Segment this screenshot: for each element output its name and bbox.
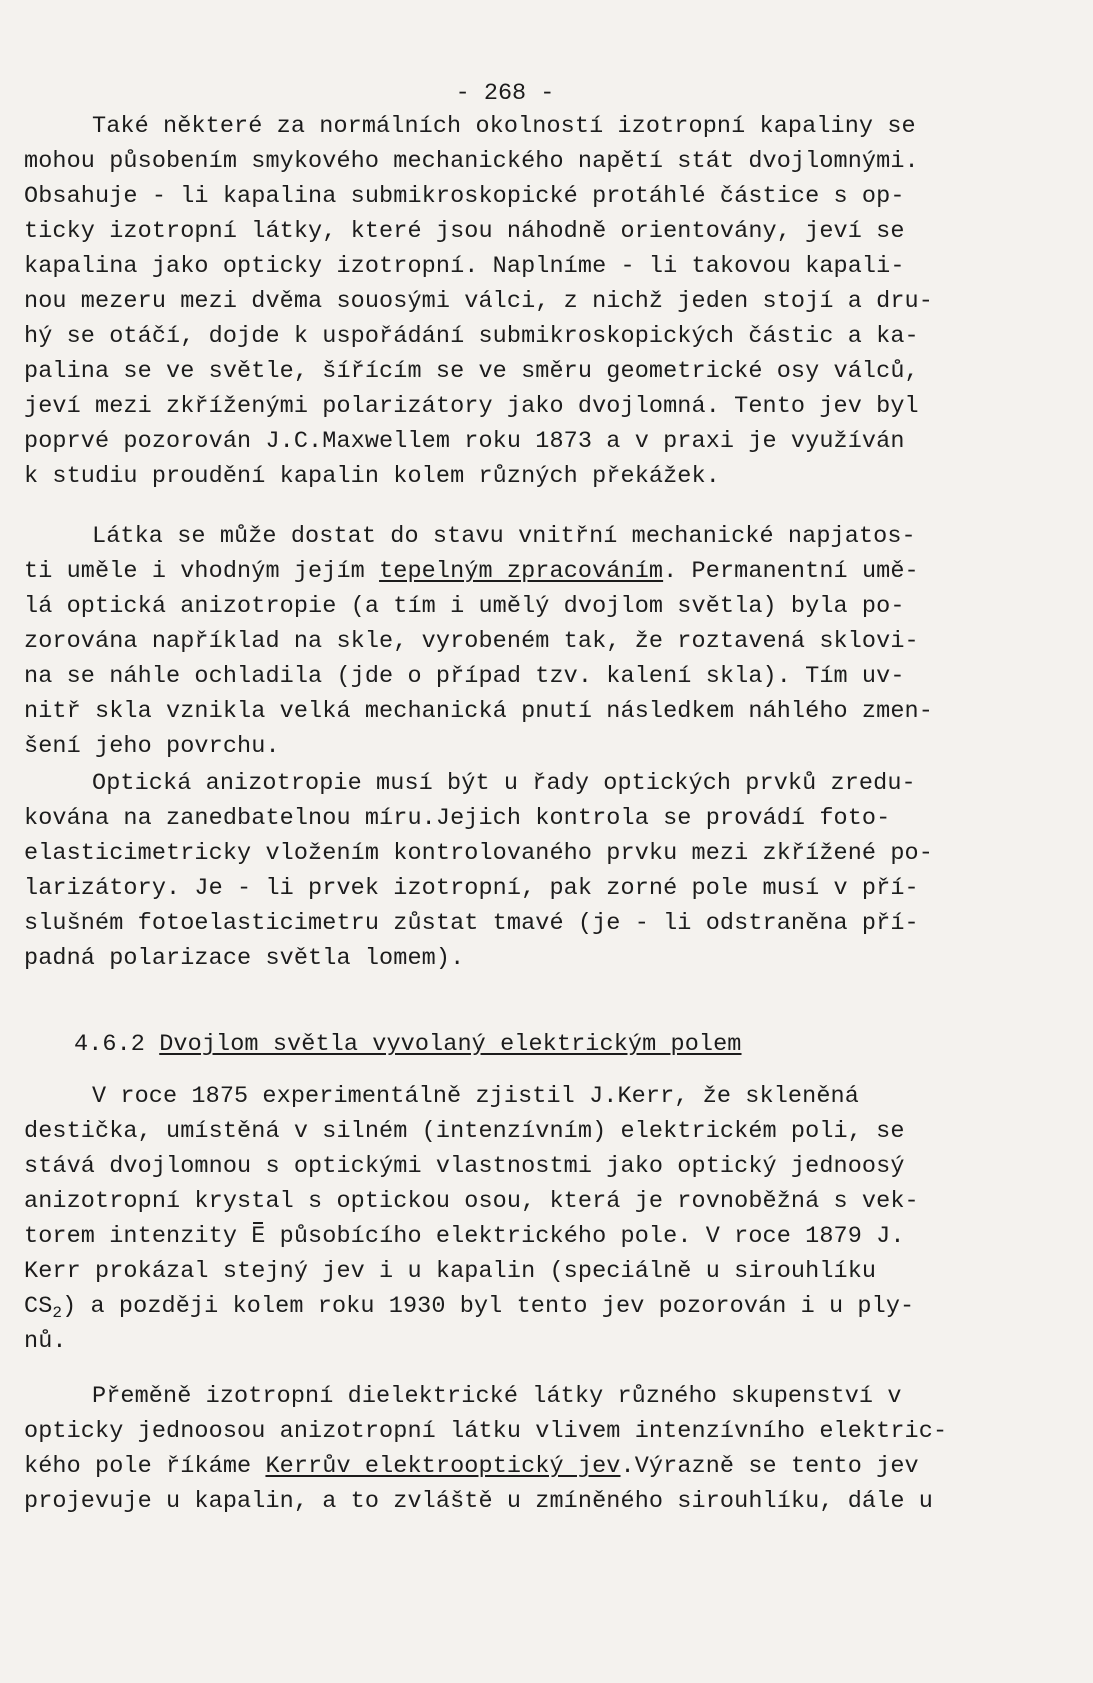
section-number: 4.6.2 xyxy=(74,1031,160,1058)
text-segment: ti uměle i vhodným jejím xyxy=(24,558,380,585)
paragraph-line: na se náhle ochladila (jde o případ tzv. kalení skla). Tím uv- xyxy=(24,663,905,690)
paragraph-line: Přeměně izotropní dielektrické látky různého skupenství v xyxy=(92,1383,902,1410)
paragraph-line: padná polarizace světla lomem). xyxy=(24,945,465,972)
paragraph-line: anizotropní krystal s optickou osou, která je rovnoběžná s vek- xyxy=(24,1188,919,1215)
paragraph-line: ticky izotropní látky, které jsou náhodně orientovány, jeví se xyxy=(24,218,905,245)
paragraph-line: k studiu proudění kapalin kolem různých překážek. xyxy=(24,463,720,490)
page-number: - 268 - xyxy=(455,80,555,107)
section-title: Dvojlom světla vyvolaný elektrickým polem xyxy=(159,1031,742,1058)
text-segment: torem intenzity xyxy=(24,1223,252,1250)
paragraph-line xyxy=(24,557,919,587)
paragraph-line: mohou působením smykového mechanického napětí stát dvojlomnými. xyxy=(24,148,919,175)
paragraph-line: kapalina jako opticky izotropní. Naplníme - li takovou kapali- xyxy=(24,253,905,280)
text-segment: . Permanentní umě- xyxy=(663,558,919,585)
chemical-formula: CS xyxy=(24,1293,53,1320)
vector-symbol: E xyxy=(251,1223,266,1250)
underlined-term: tepelným zpracováním xyxy=(379,558,664,585)
paragraph-line: V roce 1875 experimentálně zjistil J.Kerr, že skleněná xyxy=(92,1083,859,1110)
paragraph-line: projevuje u kapalin, a to zvláště u zmíněného sirouhlíku, dále u xyxy=(24,1488,933,1515)
paragraph-line xyxy=(24,1292,914,1328)
paragraph-line: kována na zanedbatelnou míru.Jejich kontrola se provádí foto- xyxy=(24,805,891,832)
text-segment: ) a později kolem roku 1930 byl tento jev pozorován i u ply- xyxy=(62,1293,915,1320)
paragraph-line xyxy=(24,1452,919,1482)
paragraph-line: nitř skla vznikla velká mechanická pnutí následkem náhlého zmen- xyxy=(24,698,933,725)
paragraph-line: opticky jednoosou anizotropní látku vlivem intenzívního elektric- xyxy=(24,1418,948,1445)
paragraph-line: nů. xyxy=(24,1328,67,1355)
paragraph-line: lá optická anizotropie (a tím i umělý dvojlom světla) byla po- xyxy=(24,593,905,620)
paragraph-line: Látka se může dostat do stavu vnitřní mechanické napjatos- xyxy=(92,523,916,550)
paragraph-line: hý se otáčí, dojde k uspořádání submikroskopických částic a ka- xyxy=(24,323,919,350)
paragraph-line: šení jeho povrchu. xyxy=(24,733,280,760)
paragraph-line: Optická anizotropie musí být u řady optických prvků zredu- xyxy=(92,770,916,797)
text-segment: .Výrazně se tento jev xyxy=(620,1453,919,1480)
section-heading xyxy=(74,1030,742,1060)
paragraph-line: zorována například na skle, vyrobeném tak, že roztavená sklovi- xyxy=(24,628,919,655)
paragraph-line xyxy=(24,1222,905,1252)
paragraph-line: jeví mezi zkříženými polarizátory jako dvojlomná. Tento jev byl xyxy=(24,393,919,420)
paragraph-line: palina se ve světle, šířícím se ve směru geometrické osy válců, xyxy=(24,358,919,385)
paragraph-line: poprvé pozorován J.C.Maxwellem roku 1873 a v praxi je využíván xyxy=(24,428,905,455)
text-segment: působícího elektrického pole. V roce 1879 J. xyxy=(265,1223,905,1250)
paragraph-line: larizátory. Je - li prvek izotropní, pak zorné pole musí v pří- xyxy=(24,875,919,902)
formula-subscript: 2 xyxy=(52,1304,63,1322)
paragraph-line: stává dvojlomnou s optickými vlastnostmi jako optický jednoosý xyxy=(24,1153,905,1180)
underlined-term: Kerrův elektrooptický jev xyxy=(265,1453,621,1480)
paragraph-line: nou mezeru mezi dvěma souosými válci, z nichž jeden stojí a dru- xyxy=(24,288,933,315)
paragraph-line: Kerr prokázal stejný jev i u kapalin (speciálně u sirouhlíku xyxy=(24,1258,877,1285)
paragraph-line: Také některé za normálních okolností izotropní kapaliny se xyxy=(92,113,916,140)
text-segment: kého pole říkáme xyxy=(24,1453,266,1480)
paragraph-line: slušném fotoelasticimetru zůstat tmavé (je - li odstraněna pří- xyxy=(24,910,919,937)
paragraph-line: Obsahuje - li kapalina submikroskopické protáhlé částice s op- xyxy=(24,183,905,210)
paragraph-line: elasticimetricky vložením kontrolovaného prvku mezi zkřížené po- xyxy=(24,840,933,867)
paragraph-line: destička, umístěná v silném (intenzívním) elektrickém poli, se xyxy=(24,1118,905,1145)
